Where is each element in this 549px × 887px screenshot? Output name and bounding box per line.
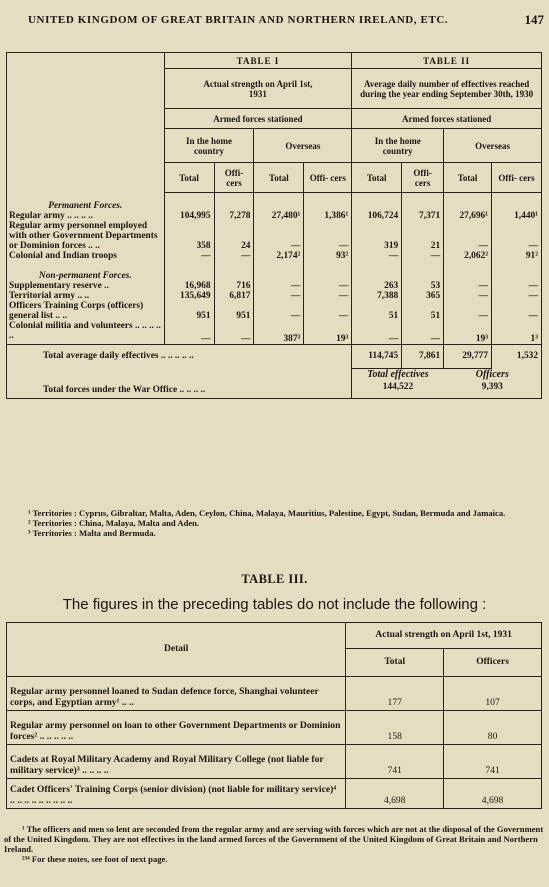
col-total: Total [254, 163, 304, 193]
section-non-permanent: Non-permanent Forces. [38, 270, 132, 281]
table-iii-title: TABLE III. [241, 572, 308, 586]
overseas-i: Overseas [254, 129, 352, 163]
table-row: Territorial army .. .. 135,649 6,817 — — 7,388 365 — — [7, 291, 542, 301]
footnote: ² Territories : China, Malaya, Malta and Aden. [28, 518, 200, 528]
table-row: Colonial militia and volunteers .. .. .. .. .. — — 387³ 19³ — — 19³ 1³ [7, 321, 542, 345]
table-row: Regular army personnel employed with other Government Departments or Dominion forces .. .. 358 24 — — 319 21 — — [7, 221, 542, 251]
officers-label: Officers [475, 369, 509, 381]
running-header [28, 14, 544, 26]
section-permanent: Permanent Forces. [48, 200, 123, 211]
table-row: Regular army personnel on loan to other Government Departments or Dominion forces² .. .. .. .. .. 158 80 [7, 711, 542, 745]
table-row: Officers Training Corps (officers) general list .. .. 951 951 — — 51 51 — — [7, 301, 542, 321]
col-total: Total [352, 163, 402, 193]
footnote: ³ Territories : Malta and Bermuda. [28, 528, 156, 538]
col-total: Total [346, 649, 444, 677]
table-row: Total forces under the War Office .. .. .. .. 144,522 9,393 [7, 382, 542, 398]
table-row: Colonial and Indian troops — — 2,174² 93² — — 2,062² 91² [7, 251, 542, 261]
home-country-i: In the home country [164, 129, 254, 163]
overseas-ii: Overseas [444, 129, 542, 163]
table-row: Supplementary reserve .. 16,968 716 — — 263 53 — — [7, 281, 542, 291]
home-country-ii: In the home country [352, 129, 444, 163]
col-officers: Offi- cers [304, 163, 352, 193]
table-ii-subtitle: Average daily number of effectives reached during the year ending September 30th, 1930 [352, 69, 542, 109]
table-i-ii [6, 52, 542, 399]
table-row: Cadet Officers' Training Corps (senior division) (not liable for military service)⁴ .. .. .. .. .. .. .. .. .. 4,698 4,698 [7, 779, 542, 809]
footnotes-table-iii [4, 824, 545, 864]
table-iii [6, 622, 542, 809]
footnote: ¹ Territories : Cyprus, Gibraltar, Malta, Aden, Ceylon, China, Malaya, Mauritius, Palestine, Egypt, Sudan, Bermuda and Jamaica. [28, 508, 506, 518]
table-i-subtitle: Actual strength on April 1st, 1931 [164, 69, 352, 109]
avg-daily-effectives-label: Total average daily effectives .. .. .. .. .. [7, 344, 352, 368]
table-row: Total average daily effectives .. .. .. .. .. 114,745 7,861 29,777 1,532 [7, 344, 542, 368]
detail-header: Detail [7, 623, 346, 677]
footnote: ²³⁴ For these notes, see foot of next page. [22, 854, 168, 864]
col-officers: Offi- cers [402, 163, 444, 193]
table-row: Cadets at Royal Military Academy and Royal Military College (not liable for military service)³ .. .. .. .. 741 741 [7, 745, 542, 779]
table-row: Regular army personnel loaned to Sudan defence force, Shanghai volunteer corps, and Egyptian army¹ .. .. 177 107 [7, 677, 542, 711]
table-row: Regular army .. .. .. .. 104,995 7,278 27,480¹ 1,386¹ 106,724 7,371 27,696¹ 1,440¹ [7, 211, 542, 221]
table-ii-title: TABLE II [352, 53, 542, 69]
footnotes-table-i [4, 508, 544, 538]
col-officers: Offi- cers [214, 163, 254, 193]
table-iii-subtitle: The figures in the preceding tables do not include the following : [62, 596, 487, 613]
page-number: 147 [524, 12, 544, 27]
col-total: Total [444, 163, 492, 193]
col-officers: Officers [444, 649, 542, 677]
header-title: UNITED KINGDOM OF GREAT BRITAIN AND NORTHERN IRELAND, ETC. [28, 14, 449, 26]
table-i-title: TABLE I [164, 53, 352, 69]
actual-strength-header: Actual strength on April 1st, 1931 [346, 623, 542, 649]
armed-forces-stationed-ii: Armed forces stationed [352, 109, 542, 129]
total-effectives-label: Total effectives [367, 369, 429, 381]
armed-forces-stationed-i: Armed forces stationed [164, 109, 352, 129]
footnote: ¹ The officers and men so lent are seconded from the regular army and are serving with forces which are not at the disposal of the Government of the United Kingdom. They are not effectives in the land armed forces of the Government of the United Kingdom of Great Britain and Northern Ireland. [4, 824, 544, 854]
col-total: Total [164, 163, 214, 193]
col-officers: Offi- cers [492, 163, 542, 193]
war-office-label: Total forces under the War Office .. .. .. .. [7, 382, 352, 398]
